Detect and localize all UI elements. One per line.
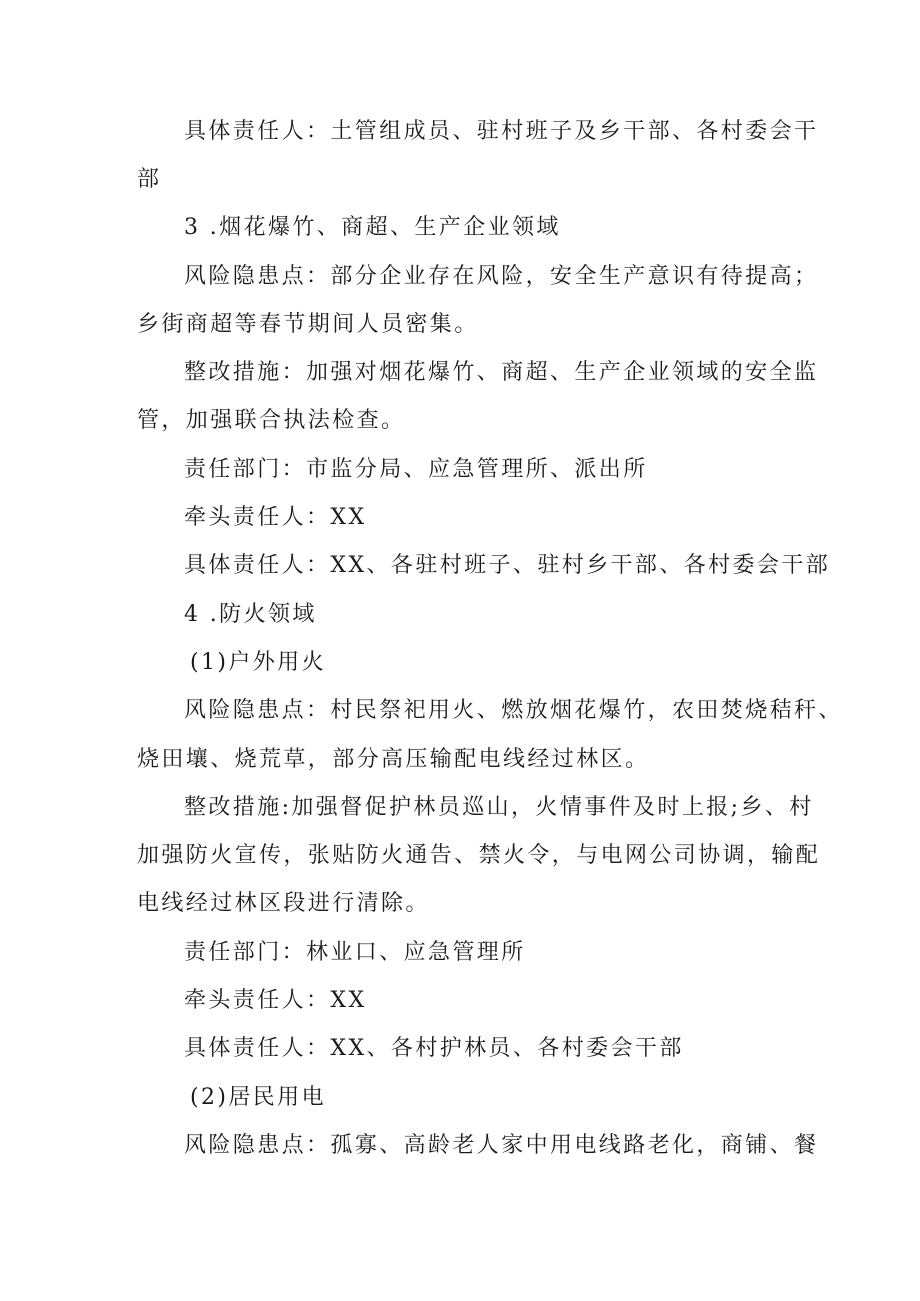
paragraph-responsible-person-line-1: 具体责任人：土管组成员、驻村班子及乡干部、各村委会干 (184, 119, 819, 144)
paragraph-fire-measures-line-2: 加强防火宣传，张贴防火通告、禁火令，与电网公司协调，输配 (137, 843, 821, 868)
paragraph-responsible-person-line-2: 部 (137, 167, 162, 192)
paragraph-risk-line-1: 风险隐患点：部分企业存在风险，安全生产意识有待提高； (184, 264, 819, 289)
paragraph-fire-risk-line-1: 风险隐患点：村民祭祀用火、燃放烟花爆竹，农田焚烧秸秆、 (184, 698, 843, 723)
section-heading-fireworks: 3 .烟花爆竹、商超、生产企业领域 (184, 215, 561, 240)
paragraph-fire-measures-line-1: 整改措施:加强督促护林员巡山，火情事件及时上报;乡、村 (184, 795, 814, 820)
paragraph-specific-person: 具体责任人：XX、各驻村班子、驻村乡干部、各村委会干部 (184, 553, 831, 578)
paragraph-fire-measures-line-3: 电线经过林区段进行清除。 (137, 891, 430, 916)
paragraph-lead-person: 牵头责任人：XX (184, 505, 367, 530)
paragraph-fire-specific-person: 具体责任人：XX、各村护林员、各村委会干部 (184, 1036, 684, 1061)
paragraph-risk-line-2: 乡街商超等春节期间人员密集。 (137, 312, 479, 337)
paragraph-measures-line-2: 管，加强联合执法检查。 (137, 408, 406, 433)
subsection-heading-residential-electricity: (2)居民用电 (190, 1085, 326, 1110)
section-heading-fire-prevention: 4 .防火领域 (184, 602, 317, 627)
paragraph-electricity-risk-line-1: 风险隐患点：孤寡、高龄老人家中用电线路老化，商铺、餐 (184, 1133, 819, 1158)
paragraph-department: 责任部门：市监分局、应急管理所、派出所 (184, 457, 648, 482)
paragraph-fire-lead-person: 牵头责任人：XX (184, 988, 367, 1013)
subsection-heading-outdoor-fire: (1)户外用火 (190, 650, 326, 675)
paragraph-fire-risk-line-2: 烧田壤、烧荒草，部分高压输配电线经过林区。 (137, 747, 650, 772)
paragraph-measures-line-1: 整改措施：加强对烟花爆竹、商超、生产企业领域的安全监 (184, 360, 819, 385)
paragraph-fire-department: 责任部门：林业口、应急管理所 (184, 940, 526, 965)
